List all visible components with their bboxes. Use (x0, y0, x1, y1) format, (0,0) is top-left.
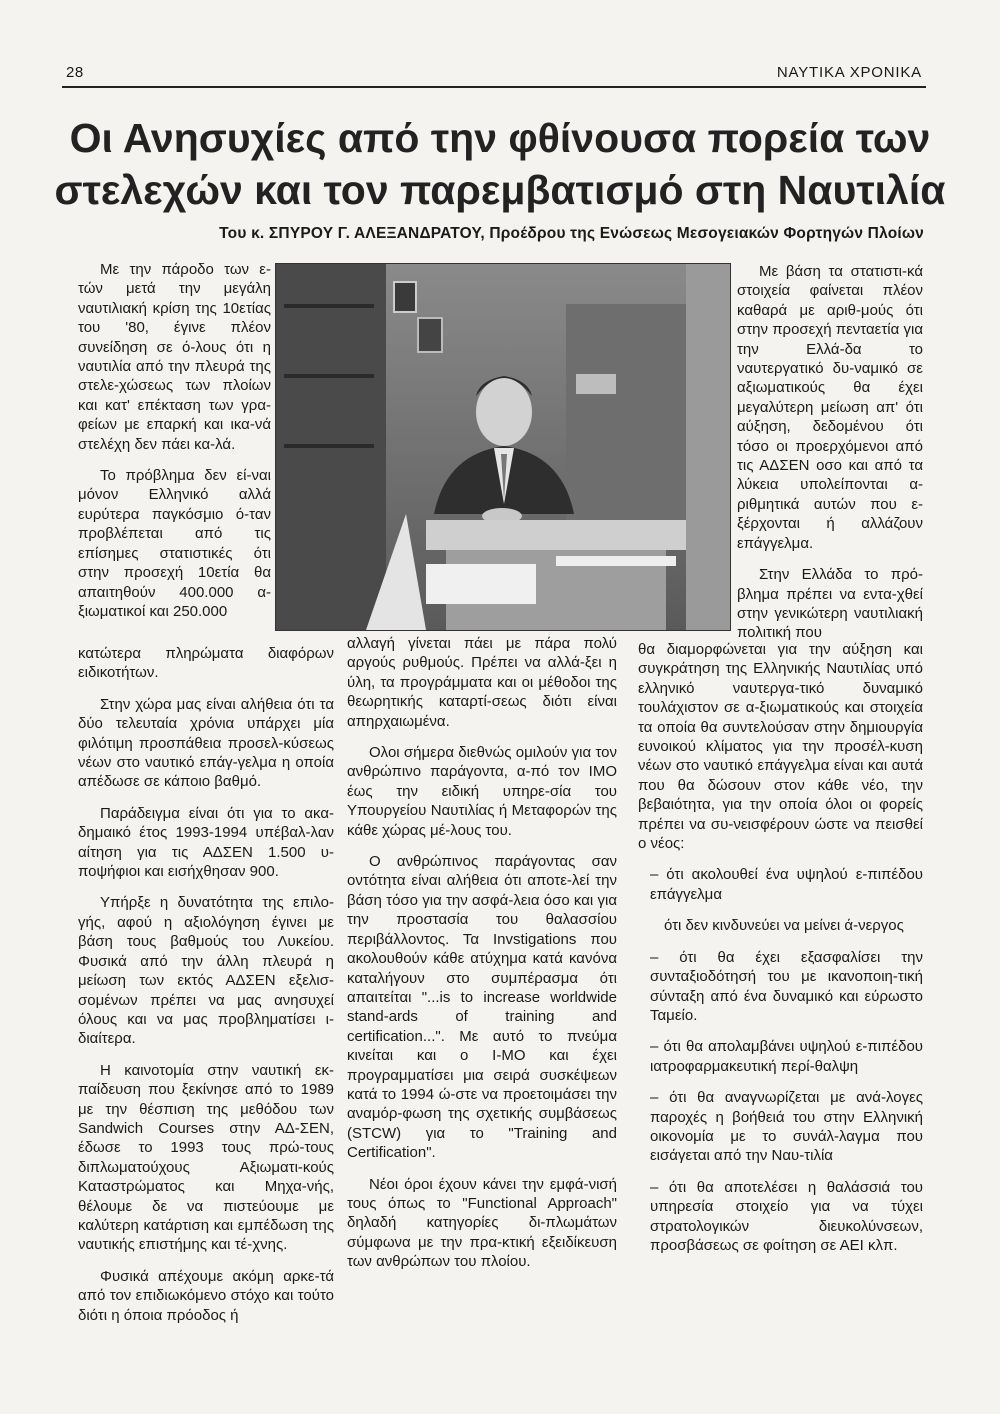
header-rule (62, 86, 926, 88)
column-3-bottom (638, 640, 923, 1267)
paragraph: Υπήρξε η δυνατότητα της επιλο-γής, αφού η αξιολόγηση έγινει με βάση τους βαθμούς του Λυκείου. Φυσικά από την άλλη πλευρά η μείωση των εκτός ΑΔΣΕΝ εξελισ-σομένων πρέπει να μας ανησυχεί όλους και να μας προβληματίσει ι-διαίτερα. (78, 894, 334, 1048)
title-line-2: στελεχών και τον παρεμβατισμό στη Ναυτιλία (54, 167, 946, 213)
page-number: 28 (66, 64, 84, 81)
paragraph: Η καινοτομία στην ναυτική εκ-παίδευση που ξεκίνησε από το 1989 με την θέσπιση της μεθόδου των Sandwich Courses στην ΑΔ-ΣΕΝ, έδωσε το 1993 τους πρώ-τους διπλωματούχους Αξιωματι-κούς Καταστρώματος και Μηχα-νής, θέλουμε δε να πιστεύουμε με καλύτερη κατάρτιση και εμπέδωση της ναυτικής επιστήμης και τέ-χνης. (78, 1061, 334, 1254)
paragraph: Φυσικά απέχουμε ακόμη αρκε-τά από τον επιδιωκόμενο στόχο και τούτο διότι η όποια πρόοδος ή (78, 1267, 334, 1324)
paragraph: Ολοι σήμερα διεθνώς ομιλούν για τον ανθρώπινο παράγοντα, α-πό τον IMO έως την ειδική υπηρε-σία του Υπουργείου Ναυτιλίας ή Μεταφορών της κάθε χώρας μέ-λους του. (347, 744, 617, 839)
paragraph: θα διαμορφώνεται για την αύξηση και συγκράτηση της Ελληνικής Ναυτιλίας υπό ελληνικό ναυτεργα-τικό δυναμικό τουλάχιστον σε α-ξιωματικούς και στοιχεία τα οποία θα συντελούσαν στην δημιουργία ευνοικού κλίματος για την προσέλ-κυση νέων στο ναυτικό επάγγελμα είναι και αυτά που θα δώσουν στον κάθε νέο, την βεβαιότητα, για την οποία όλοι οι φορείς πρέπει να συ-νεισφέρουν ώστε να πεισθεί ο νέος: (638, 641, 923, 853)
title-line-1: Οι Ανησυχίες από την φθίνουσα πορεία των (69, 115, 931, 161)
author-photo (275, 263, 731, 631)
bullet-item: – ότι θα αναγνωρίζεται με ανά-λογες παροχές η βοήθειά του στην Ελληνική οικονομία με το συνάλ-λαγμα που εισάγεται από την Ναυ-τιλία (650, 1089, 923, 1165)
paragraph: Στην Ελλάδα το πρό-βλημα πρέπει να εντα-χθεί στην γενικώτερη ναυτιλιακή πολιτική που (737, 566, 923, 642)
column-2 (347, 634, 617, 1284)
paragraph: Ο ανθρώπινος παράγοντας σαν οντότητα είναι αλήθεια ότι αποτε-λεί την βάση τόσο για την ασφά-λεια όσο και για την προστασία του θαλασσίου περιβάλλοντος. Τα Invstigations που ακολουθούν κάθε ατύχημα κατά κανόνα καταλήγουν στο συμπέρασμα ότι απαιτείται "...is to increase worldwide stand-ards of training and certification...". Με αυτό το πνεύμα κινείται και ο I-MO και έχει προγραμματίσει μια σειρά συσκέψεων κατά το 1994 ώ-στε να προετοιμάσει την αναμόρ-φωση της σχετικής συμβάσεως (STCW) για το "Training and Certification". (347, 853, 617, 1162)
bullet-item: – ότι θα αποτελέσει η θαλάσσιά του υπηρεσία στοιχείο για να τύχει στρατολογικών διευκολύνσεων, προσβάσεως σε φοίτηση σε ΑΕΙ κλπ. (650, 1178, 923, 1254)
column-1-bottom (78, 644, 334, 1337)
paragraph: κατώτερα πληρώματα διαφόρων ειδικοτήτων. (78, 645, 334, 682)
paragraph: Με την πάροδο των ε-τών μετά την μεγάλη ναυτιλιακή κρίση της 10ετίας του '80, έγινε πλέον συνείδηση σε ό-λους ότι η ναυτιλία από την πλευρά της στελε-χώσεως των πλοίων και κατ' επέκταση των γρα-φείων με επαρκή και ικα-νά στελέχη δεν πάει κα-λά. (78, 261, 271, 453)
column-1-top (78, 260, 271, 621)
paragraph: Παράδειγμα είναι ότι για το ακα-δημαικό έτος 1993-1994 υπέβαλ-λαν αίτηση για τις ΑΔΣΕΝ 1.500 υ-ποψήφιοι και εισήχθησαν 900. (78, 804, 334, 881)
bullet-item: – ότι θα έχει εξασφαλίσει την συνταξιοδότησή του με ικανοποιη-τική σύνταξη από ένα δυναμικό και εύρωστο Ταμείο. (650, 948, 923, 1024)
bullet-item: ότι δεν κινδυνεύει να μείνει ά-νεργος (664, 917, 904, 935)
column-3-top (737, 262, 923, 643)
paragraph: Στην χώρα μας είναι αλήθεια ότι τα δύο τελευταία χρόνια υπάρχει μία φιλότιμη προσπάθεια προσελ-κύσεως νέων στο ναυτικό επάγ-γελμα η οποία απέδωσε σε κάποιο βαθμό. (78, 695, 334, 791)
bullet-item: – ότι θα απολαμβάνει υψηλού ε-πιπέδου ιατροφαρμακευτική περί-θαλψη (650, 1038, 923, 1075)
paragraph: Νέοι όροι έχουν κάνει την εμφά-νισή τους όπως το "Functional Approach" δηλαδή κατηγορίες δι-πλωμάτων σύμφωνα με την πρα-κτική εξειδίκευση των ανθρώπων του πλοίου. (347, 1175, 617, 1271)
magazine-name: ΝΑΥΤΙΚΑ ΧΡΟΝΙΚΑ (776, 64, 922, 81)
paragraph: Με βάση τα στατιστι-κά στοιχεία φαίνεται πλέον καθαρά με αριθ-μούς ότι στην προσεχή πενταετία για την Ελλά-δα το ναυτεργατικό δυ-ναμικό σε αξιωματικούς θα έχει μεγαλύτερη μείωση απ' ότι αύξηση, δεδομένου ότι τόσο οι προερχόμενοι από τις ΑΔΣΕΝ οσο και από τα λύκεια υπολείπονται α-ριθμητικά αυτών που ε-ξέρχονται ή αλλάζουν επάγγελμα. (737, 263, 923, 552)
paragraph: Το πρόβλημα δεν εί-ναι μόνον Ελληνικό αλλά ευρύτερα παγκόσμιο ό-ταν προβλέπεται από τις επίσημες στατιστικές ότι στην προσεχή 10ετία θα απαιτηθούν 400.000 α-ξιωματικοί και 250.000 (78, 467, 271, 620)
byline: Του κ. ΣΠΥΡΟΥ Γ. ΑΛΕΞΑΝΔΡΑΤΟΥ, Προέδρου της Ενώσεως Μεσογειακών Φορτηγών Πλοίων (219, 225, 924, 242)
article-title (50, 112, 950, 216)
bullet-item: – ότι ακολουθεί ένα υψηλού ε-πιπέδου επάγγελμα (650, 866, 923, 903)
paragraph: αλλαγή γίνεται πάει με πάρα πολύ αργούς ρυθμούς. Πρέπει να αλλά-ξει η ύλη, τα προγράμματα και οι μέθοδοι της θεωρητικής καταρτί-σεως διότι είναι απηρχαιωμένα. (347, 635, 617, 730)
